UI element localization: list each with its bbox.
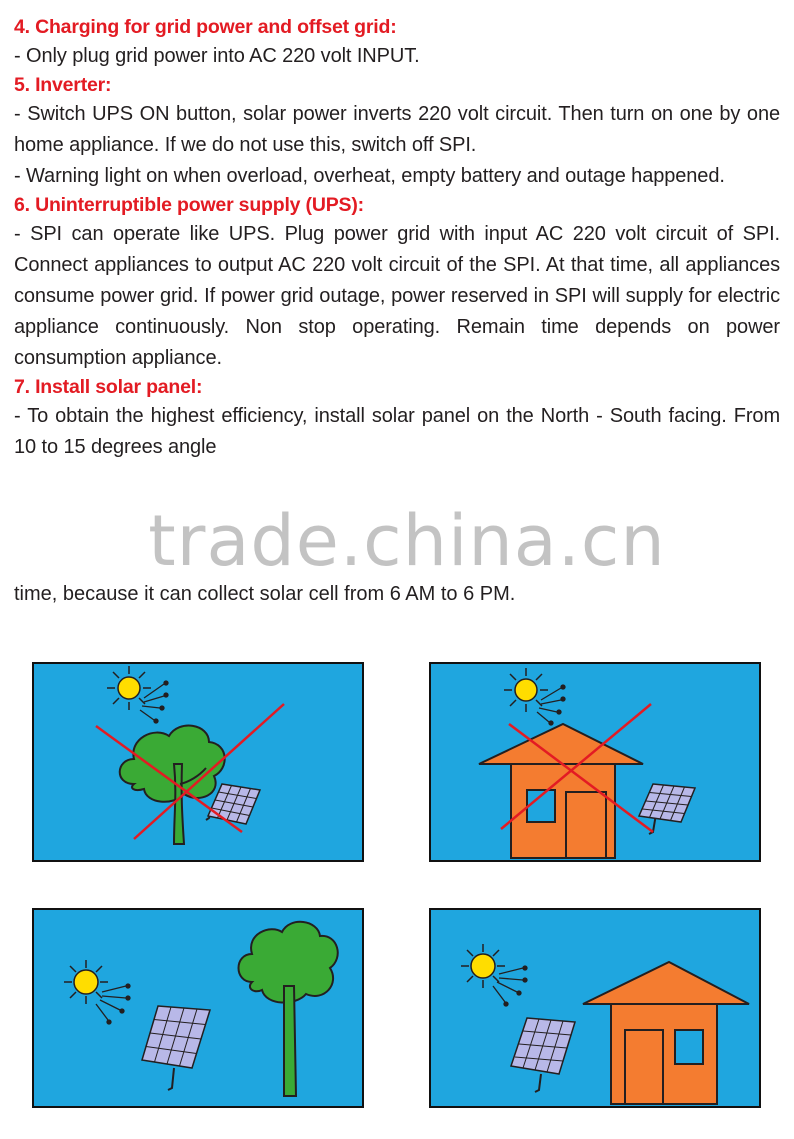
illustration-house-shading-panel bbox=[429, 662, 761, 862]
illustration-tree-shading-panel bbox=[32, 662, 364, 862]
section-4-heading: 4. Charging for grid power and offset grid: bbox=[14, 16, 397, 38]
sun-icon bbox=[64, 960, 108, 1004]
illustration-house-away-from-panel bbox=[429, 908, 761, 1108]
section-7-line-1: - To obtain the highest efficiency, install solar panel on the North - South facing. From 10 to 15 degrees angle bbox=[14, 405, 780, 458]
section-5-line-2: - Warning light on when overload, overheat, empty battery and outage happened. bbox=[14, 165, 725, 187]
sun-rays-icon bbox=[493, 966, 527, 1006]
solar-panel-icon bbox=[511, 1018, 575, 1092]
house-icon bbox=[583, 962, 749, 1104]
tree-icon bbox=[120, 726, 225, 844]
section-4-line-1: - Only plug grid power into AC 220 volt INPUT. bbox=[14, 45, 420, 67]
section-6-line-1: - SPI can operate like UPS. Plug power grid with input AC 220 volt circuit of SPI. Connect appliances to output AC 220 volt circuit of the SPI. At that time, all appliances consume power grid. If power grid outage, power reserved in SPI will supply for electric appliance continuously. Non stop operating. Remain time depends on power consumption appliance. bbox=[14, 223, 780, 369]
watermark-overlay bbox=[0, 498, 794, 580]
sun-icon bbox=[461, 944, 505, 988]
section-6-heading: 6. Uninterruptible power supply (UPS): bbox=[14, 194, 364, 216]
section-7-line-2: time, because it can collect solar cell from 6 AM to 6 PM. bbox=[14, 583, 516, 605]
watermark-text: trade.china.cn bbox=[148, 500, 666, 582]
tree-icon bbox=[239, 922, 338, 1096]
solar-panel-icon bbox=[142, 1006, 210, 1090]
sun-rays-icon bbox=[96, 984, 130, 1024]
house-icon bbox=[479, 724, 643, 858]
sun-icon bbox=[504, 668, 548, 712]
section-5-line-1: - Switch UPS ON button, solar power inverts 220 volt circuit. Then turn on one by one home appliance. If we do not use this, switch off SPI. bbox=[14, 103, 780, 156]
illustration-tree-away-from-panel bbox=[32, 908, 364, 1108]
section-5-heading: 5. Inverter: bbox=[14, 74, 112, 96]
instructions-text bbox=[14, 14, 780, 463]
sun-icon bbox=[107, 666, 151, 710]
section-7-heading: 7. Install solar panel: bbox=[14, 376, 203, 398]
